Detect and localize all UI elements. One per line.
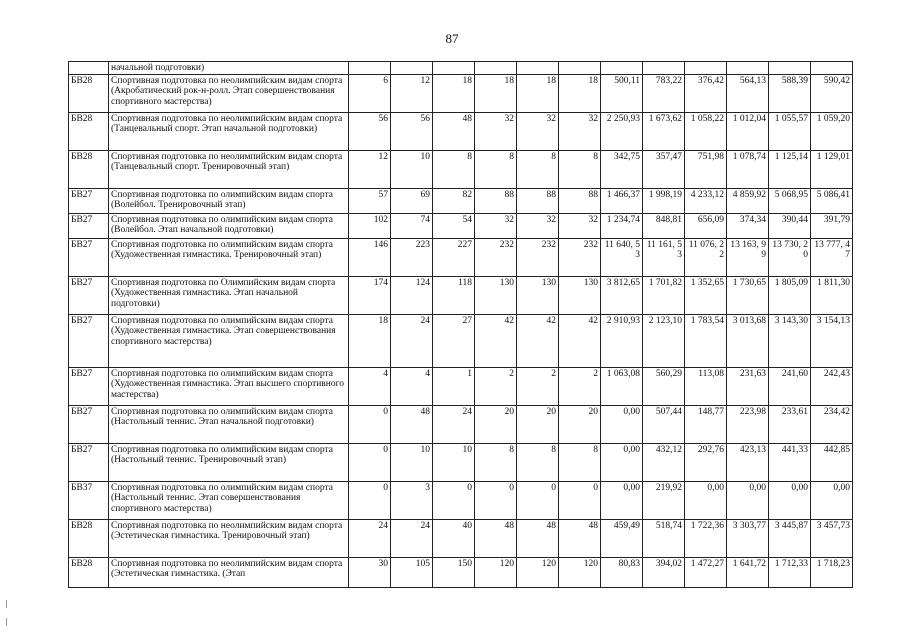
- row-description: Спортивная подготовка по олимпийским видам спорта (Художественная гимнастика. Этап высшего спортивного мастерства): [109, 367, 349, 405]
- amount-col-4: 13 163, 99: [727, 238, 769, 276]
- amount-col-3: 4 233,12: [685, 188, 727, 213]
- count-col-5: 0: [517, 481, 559, 519]
- row-code: БВ27: [69, 314, 109, 367]
- count-col-6: 42: [559, 314, 601, 367]
- empty-cell: [433, 62, 475, 75]
- amount-col-5: 3 143,30: [769, 314, 811, 367]
- row-description: Спортивная подготовка по Олимпийским видам спорта (Художественная гимнастика. Этап начальной подготовки): [109, 276, 349, 314]
- row-description: Спортивная подготовка по олимпийским видам спорта (Настольный теннис. Этап начальной подготовки): [109, 405, 349, 443]
- count-col-5: 20: [517, 405, 559, 443]
- amount-col-4: 1 730,65: [727, 276, 769, 314]
- amount-col-3: 292,76: [685, 443, 727, 481]
- count-col-3: 18: [433, 74, 475, 112]
- empty-cell: [475, 62, 517, 75]
- count-col-3: 27: [433, 314, 475, 367]
- amount-col-3: 1 783,54: [685, 314, 727, 367]
- count-col-5: 232: [517, 238, 559, 276]
- count-col-3: 227: [433, 238, 475, 276]
- count-col-3: 0: [433, 481, 475, 519]
- amount-col-4: 564,13: [727, 74, 769, 112]
- empty-cell: [391, 62, 433, 75]
- table-row: [69, 519, 853, 557]
- row-code: БВ28: [69, 150, 109, 188]
- table-row: [69, 112, 853, 150]
- amount-col-3: 148,77: [685, 405, 727, 443]
- count-col-2: 24: [391, 314, 433, 367]
- count-col-6: 232: [559, 238, 601, 276]
- count-col-2: 69: [391, 188, 433, 213]
- count-col-6: 120: [559, 557, 601, 587]
- count-col-2: 10: [391, 150, 433, 188]
- row-code: БВ37: [69, 481, 109, 519]
- empty-cell: [601, 62, 643, 75]
- amount-col-3: 1 722,36: [685, 519, 727, 557]
- amount-col-5: 390,44: [769, 213, 811, 238]
- count-col-4: 8: [475, 150, 517, 188]
- row-code: БВ27: [69, 238, 109, 276]
- amount-col-6: 590,42: [811, 74, 853, 112]
- amount-col-3: 0,00: [685, 481, 727, 519]
- amount-col-2: 1 701,82: [643, 276, 685, 314]
- count-col-2: 10: [391, 443, 433, 481]
- amount-col-2: 11 161, 53: [643, 238, 685, 276]
- amount-col-2: 1 673,62: [643, 112, 685, 150]
- count-col-1: 56: [349, 112, 391, 150]
- amount-col-6: 3 457,73: [811, 519, 853, 557]
- count-col-6: 0: [559, 481, 601, 519]
- row-code: БВ27: [69, 443, 109, 481]
- row-code: БВ28: [69, 112, 109, 150]
- amount-col-4: 223,98: [727, 405, 769, 443]
- count-col-1: 12: [349, 150, 391, 188]
- table-row: [69, 314, 853, 367]
- amount-col-3: 751,98: [685, 150, 727, 188]
- amount-col-3: 376,42: [685, 74, 727, 112]
- amount-col-2: 560,29: [643, 367, 685, 405]
- amount-col-5: 241,60: [769, 367, 811, 405]
- count-col-2: 3: [391, 481, 433, 519]
- row-description: начальной подготовки): [109, 62, 349, 75]
- table-row: [69, 188, 853, 213]
- table-row: [69, 481, 853, 519]
- amount-col-3: 113,08: [685, 367, 727, 405]
- table-row: [69, 367, 853, 405]
- row-description: Спортивная подготовка по олимпийским видам спорта (Художественная гимнастика. Тренировочный этап): [109, 238, 349, 276]
- amount-col-3: 656,09: [685, 213, 727, 238]
- table-row: [69, 405, 853, 443]
- amount-col-2: 783,22: [643, 74, 685, 112]
- amount-col-5: 3 445,87: [769, 519, 811, 557]
- count-col-4: 32: [475, 112, 517, 150]
- count-col-1: 4: [349, 367, 391, 405]
- count-col-5: 8: [517, 150, 559, 188]
- amount-col-4: 423,13: [727, 443, 769, 481]
- count-col-1: 146: [349, 238, 391, 276]
- count-col-4: 120: [475, 557, 517, 587]
- count-col-4: 8: [475, 443, 517, 481]
- count-col-4: 48: [475, 519, 517, 557]
- count-col-5: 32: [517, 213, 559, 238]
- count-col-5: 8: [517, 443, 559, 481]
- count-col-5: 48: [517, 519, 559, 557]
- row-description: Спортивная подготовка по неолимпийским видам спорта (Танцевальный спорт. Этап начальной подготовки): [109, 112, 349, 150]
- count-col-5: 32: [517, 112, 559, 150]
- amount-col-6: 242,43: [811, 367, 853, 405]
- count-col-6: 20: [559, 405, 601, 443]
- amount-col-4: 231,63: [727, 367, 769, 405]
- empty-cell: [811, 62, 853, 75]
- count-col-3: 82: [433, 188, 475, 213]
- count-col-4: 88: [475, 188, 517, 213]
- count-col-2: 48: [391, 405, 433, 443]
- count-col-1: 24: [349, 519, 391, 557]
- count-col-3: 150: [433, 557, 475, 587]
- table-row: [69, 74, 853, 112]
- amount-col-1: 1 234,74: [601, 213, 643, 238]
- count-col-3: 48: [433, 112, 475, 150]
- count-col-4: 232: [475, 238, 517, 276]
- count-col-3: 8: [433, 150, 475, 188]
- amount-col-2: 432,12: [643, 443, 685, 481]
- amount-col-1: 342,75: [601, 150, 643, 188]
- count-col-1: 0: [349, 443, 391, 481]
- amount-col-2: 219,92: [643, 481, 685, 519]
- amount-col-1: 2 910,93: [601, 314, 643, 367]
- row-description: Спортивная подготовка по неолимпийским видам спорта (Акробатический рок-н-ролл. Этап совершенствования спортивного мастерства): [109, 74, 349, 112]
- amount-col-6: 1 718,23: [811, 557, 853, 587]
- count-col-5: 42: [517, 314, 559, 367]
- amount-col-5: 1 805,09: [769, 276, 811, 314]
- amount-col-4: 1 641,72: [727, 557, 769, 587]
- page-number: 87: [445, 31, 459, 46]
- count-col-1: 18: [349, 314, 391, 367]
- count-col-6: 2: [559, 367, 601, 405]
- amount-col-5: 1 712,33: [769, 557, 811, 587]
- amount-col-1: 1 063,08: [601, 367, 643, 405]
- amount-col-5: 5 068,95: [769, 188, 811, 213]
- row-description: Спортивная подготовка по неолимпийским видам спорта (Эстетическая гимнастика. (Этап: [109, 557, 349, 587]
- count-col-2: 105: [391, 557, 433, 587]
- amount-col-6: 234,42: [811, 405, 853, 443]
- row-code: БВ27: [69, 276, 109, 314]
- amount-col-2: 357,47: [643, 150, 685, 188]
- count-col-6: 8: [559, 443, 601, 481]
- empty-cell: [559, 62, 601, 75]
- count-col-4: 20: [475, 405, 517, 443]
- amount-col-1: 1 466,37: [601, 188, 643, 213]
- amount-col-6: 1 059,20: [811, 112, 853, 150]
- count-col-4: 42: [475, 314, 517, 367]
- count-col-6: 8: [559, 150, 601, 188]
- row-description: Спортивная подготовка по неолимпийским видам спорта (Танцевальный спорт. Тренировочный этап): [109, 150, 349, 188]
- row-code: [69, 62, 109, 75]
- amount-col-2: 394,02: [643, 557, 685, 587]
- amount-col-6: 13 777, 47: [811, 238, 853, 276]
- count-col-1: 102: [349, 213, 391, 238]
- amount-col-1: 2 250,93: [601, 112, 643, 150]
- empty-cell: [769, 62, 811, 75]
- count-col-1: 30: [349, 557, 391, 587]
- count-col-4: 18: [475, 74, 517, 112]
- amount-col-5: 13 730, 20: [769, 238, 811, 276]
- amount-col-6: 3 154,13: [811, 314, 853, 367]
- count-col-6: 48: [559, 519, 601, 557]
- count-col-5: 18: [517, 74, 559, 112]
- amount-col-5: 441,33: [769, 443, 811, 481]
- amount-col-2: 2 123,10: [643, 314, 685, 367]
- amount-col-1: 80,83: [601, 557, 643, 587]
- amount-col-1: 459,49: [601, 519, 643, 557]
- amount-col-1: 3 812,65: [601, 276, 643, 314]
- amount-col-6: 0,00: [811, 481, 853, 519]
- empty-cell: [643, 62, 685, 75]
- amount-col-3: 1 472,27: [685, 557, 727, 587]
- count-col-3: 24: [433, 405, 475, 443]
- count-col-1: 0: [349, 405, 391, 443]
- table-row: [69, 150, 853, 188]
- table-row-continued: [69, 62, 853, 75]
- count-col-2: 12: [391, 74, 433, 112]
- amount-col-1: 500,11: [601, 74, 643, 112]
- count-col-1: 174: [349, 276, 391, 314]
- count-col-6: 88: [559, 188, 601, 213]
- amount-col-6: 391,79: [811, 213, 853, 238]
- amount-col-3: 1 352,65: [685, 276, 727, 314]
- amount-col-5: 1 055,57: [769, 112, 811, 150]
- count-col-3: 40: [433, 519, 475, 557]
- row-description: Спортивная подготовка по олимпийским видам спорта (Художественная гимнастика. Этап совершенствования спортивного мастерства): [109, 314, 349, 367]
- count-col-2: 124: [391, 276, 433, 314]
- empty-cell: [517, 62, 559, 75]
- amount-col-3: 1 058,22: [685, 112, 727, 150]
- count-col-3: 1: [433, 367, 475, 405]
- row-code: БВ28: [69, 519, 109, 557]
- count-col-3: 118: [433, 276, 475, 314]
- table-row: [69, 238, 853, 276]
- amount-col-6: 1 129,01: [811, 150, 853, 188]
- margin-mark: [6, 600, 7, 608]
- row-description: Спортивная подготовка по олимпийским видам спорта (Настольный теннис. Этап совершенствования спортивного мастерства): [109, 481, 349, 519]
- amount-col-6: 1 811,30: [811, 276, 853, 314]
- count-col-2: 24: [391, 519, 433, 557]
- count-col-6: 32: [559, 213, 601, 238]
- empty-cell: [727, 62, 769, 75]
- row-description: Спортивная подготовка по неолимпийским видам спорта (Эстетическая гимнастика. Тренировочный этап): [109, 519, 349, 557]
- count-col-4: 32: [475, 213, 517, 238]
- count-col-6: 18: [559, 74, 601, 112]
- amount-col-4: 374,34: [727, 213, 769, 238]
- amount-col-5: 0,00: [769, 481, 811, 519]
- row-description: Спортивная подготовка по олимпийским видам спорта (Волейбол. Тренировочный этап): [109, 188, 349, 213]
- amount-col-4: 3 013,68: [727, 314, 769, 367]
- count-col-5: 88: [517, 188, 559, 213]
- row-code: БВ27: [69, 188, 109, 213]
- count-col-2: 4: [391, 367, 433, 405]
- amount-col-4: 3 303,77: [727, 519, 769, 557]
- row-code: БВ27: [69, 405, 109, 443]
- count-col-3: 54: [433, 213, 475, 238]
- amount-col-3: 11 076, 22: [685, 238, 727, 276]
- count-col-4: 2: [475, 367, 517, 405]
- count-col-5: 130: [517, 276, 559, 314]
- table-row: [69, 443, 853, 481]
- amount-col-1: 0,00: [601, 443, 643, 481]
- count-col-1: 6: [349, 74, 391, 112]
- count-col-6: 32: [559, 112, 601, 150]
- amount-col-5: 588,39: [769, 74, 811, 112]
- count-col-5: 120: [517, 557, 559, 587]
- amount-col-4: 1 012,04: [727, 112, 769, 150]
- amount-col-6: 442,85: [811, 443, 853, 481]
- margin-mark: [6, 618, 7, 626]
- count-col-4: 130: [475, 276, 517, 314]
- empty-cell: [349, 62, 391, 75]
- amount-col-1: 0,00: [601, 481, 643, 519]
- row-description: Спортивная подготовка по олимпийским видам спорта (Волейбол. Этап начальной подготовки): [109, 213, 349, 238]
- count-col-2: 74: [391, 213, 433, 238]
- amount-col-2: 848,81: [643, 213, 685, 238]
- amount-col-5: 1 125,14: [769, 150, 811, 188]
- count-col-1: 57: [349, 188, 391, 213]
- count-col-4: 0: [475, 481, 517, 519]
- table-row: [69, 213, 853, 238]
- count-col-6: 130: [559, 276, 601, 314]
- amount-col-2: 518,74: [643, 519, 685, 557]
- count-col-2: 223: [391, 238, 433, 276]
- count-col-5: 2: [517, 367, 559, 405]
- amount-col-2: 507,44: [643, 405, 685, 443]
- amount-col-2: 1 998,19: [643, 188, 685, 213]
- row-description: Спортивная подготовка по олимпийским видам спорта (Настольный теннис. Тренировочный этап): [109, 443, 349, 481]
- amount-col-1: 0,00: [601, 405, 643, 443]
- count-col-3: 10: [433, 443, 475, 481]
- count-col-1: 0: [349, 481, 391, 519]
- row-code: БВ27: [69, 367, 109, 405]
- table-row: [69, 557, 853, 587]
- row-code: БВ27: [69, 213, 109, 238]
- amount-col-4: 4 859,92: [727, 188, 769, 213]
- row-code: БВ28: [69, 74, 109, 112]
- empty-cell: [685, 62, 727, 75]
- amount-col-5: 233,61: [769, 405, 811, 443]
- budget-table: [68, 61, 853, 588]
- table-row: [69, 276, 853, 314]
- amount-col-1: 11 640, 53: [601, 238, 643, 276]
- amount-col-6: 5 086,41: [811, 188, 853, 213]
- row-code: БВ28: [69, 557, 109, 587]
- count-col-2: 56: [391, 112, 433, 150]
- amount-col-4: 0,00: [727, 481, 769, 519]
- amount-col-4: 1 078,74: [727, 150, 769, 188]
